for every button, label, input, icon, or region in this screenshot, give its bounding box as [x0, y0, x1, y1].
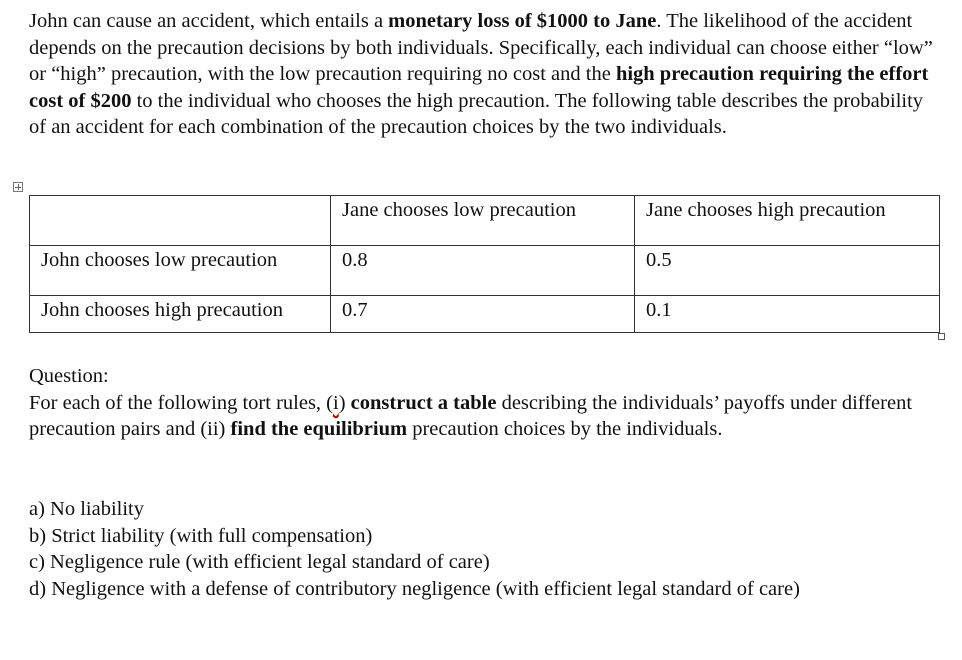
intro-text-3: to the individual who chooses the high precaution. The following table describes the probability of an accident for each combination of the precaution choices by the two individuals.: [29, 89, 924, 139]
table-cell[interactable]: 0.5: [635, 246, 940, 296]
question-text-2: ): [338, 391, 351, 414]
intro-bold-cost: high precaution requiring the effort cost of $200: [29, 63, 929, 112]
list-item: a) No liability: [29, 498, 145, 520]
tort-rules-list: [29, 496, 934, 602]
spellcheck-word: i: [333, 391, 339, 414]
table-header-cell[interactable]: Jane chooses high precaution: [635, 196, 940, 246]
question-text: [29, 390, 934, 443]
question-bold-construct: construct a table: [350, 391, 497, 414]
question-block: [29, 363, 934, 443]
question-text-3: describing the individuals’ payoffs under different precaution pairs and (ii): [29, 391, 913, 441]
question-heading: Question:: [29, 365, 109, 387]
table-cell[interactable]: 0.7: [331, 296, 635, 333]
list-item: b) Strict liability (with full compensation): [29, 524, 373, 547]
table-row: [30, 296, 940, 333]
intro-text-1: John can cause an accident, which entails a: [29, 10, 389, 32]
table-cell[interactable]: 0.8: [331, 246, 635, 296]
table-header-cell[interactable]: Jane chooses low precaution: [331, 196, 635, 246]
table-cell[interactable]: 0.1: [635, 296, 940, 333]
table-header-cell[interactable]: [30, 196, 331, 246]
intro-paragraph: [29, 8, 934, 141]
intro-text-2: . The likelihood of the accident depends on the precaution decisions by both individuals. Specifically, each individual can choose either “low” or “high” precaution, with the low precaution requiring no cost and the: [29, 10, 933, 86]
question-bold-equilibrium: find the equilibrium: [230, 418, 408, 441]
table-row-label[interactable]: John chooses high precaution: [30, 296, 331, 333]
question-text-4: precaution choices by the individuals.: [407, 418, 723, 441]
question-text-1: For each of the following tort rules, (: [29, 391, 334, 414]
list-item: d) Negligence with a defense of contributory negligence (with efficient legal standard of care): [29, 577, 800, 600]
table-move-handle-icon[interactable]: [13, 182, 23, 192]
table-header-row: [30, 196, 940, 246]
table-row: [30, 246, 940, 296]
probability-table: [29, 195, 940, 333]
list-item: c) Negligence rule (with efficient legal standard of care): [29, 551, 490, 574]
table-resize-handle-icon[interactable]: [938, 333, 945, 340]
intro-bold-loss: monetary loss of $1000 to Jane: [388, 10, 657, 32]
table-row-label[interactable]: John chooses low precaution: [30, 246, 331, 296]
